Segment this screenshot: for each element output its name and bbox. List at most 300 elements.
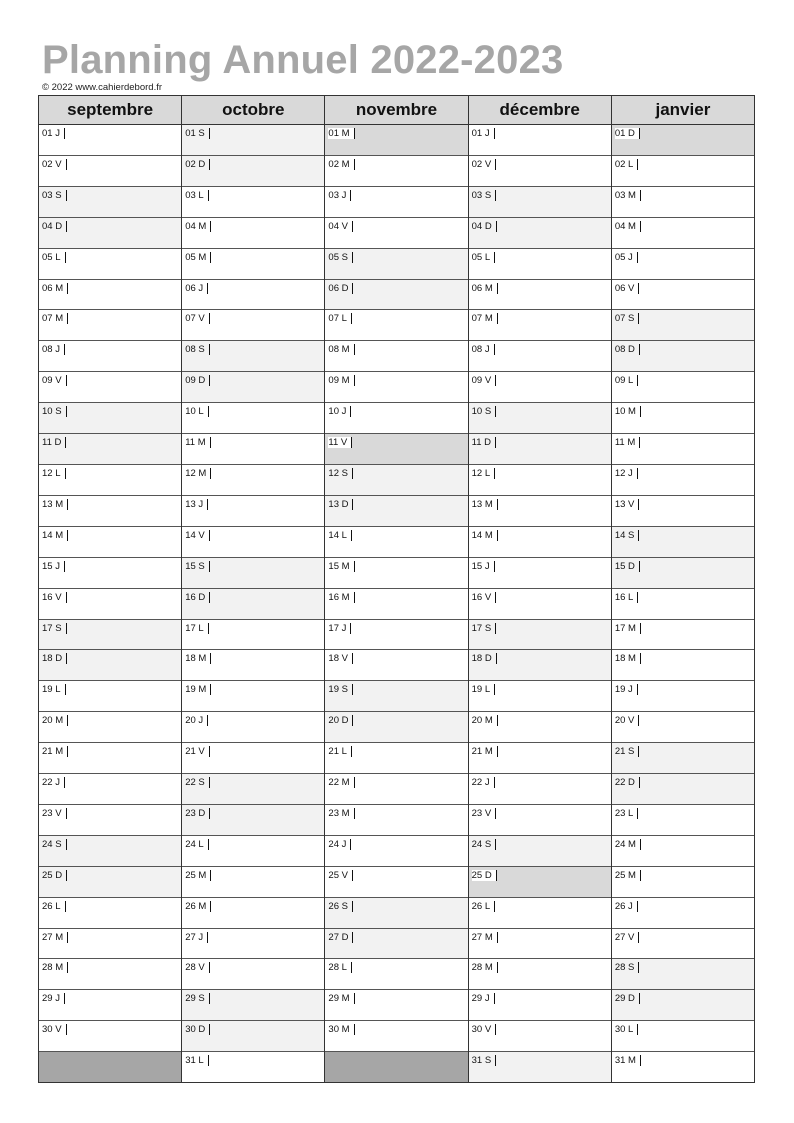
- day-label: 17 M: [615, 623, 641, 634]
- day-label: 22 M: [328, 777, 354, 788]
- day-cell: [469, 990, 611, 1021]
- day-label: 08 M: [328, 344, 354, 355]
- month-header: septembre: [39, 96, 181, 125]
- day-label: 21 M: [42, 746, 68, 757]
- day-cell: [469, 743, 611, 774]
- day-cell: [612, 620, 754, 651]
- day-cell: [39, 774, 181, 805]
- day-label: 09 M: [328, 375, 354, 386]
- day-cell: [612, 496, 754, 527]
- calendar-grid: [38, 95, 755, 1083]
- day-cell: [39, 743, 181, 774]
- day-cell: [325, 990, 467, 1021]
- day-label: 10 L: [185, 406, 209, 417]
- day-label: 05 L: [472, 252, 496, 263]
- day-cell: [612, 218, 754, 249]
- day-label: 02 V: [42, 159, 67, 170]
- day-cell: [612, 249, 754, 280]
- day-label: 20 M: [42, 715, 68, 726]
- day-cell: [612, 558, 754, 589]
- day-cell: [469, 310, 611, 341]
- month-header: octobre: [182, 96, 324, 125]
- day-label: 13 J: [185, 499, 208, 510]
- day-label: 12 J: [615, 468, 638, 479]
- day-label: 24 S: [472, 839, 497, 850]
- day-cell: [325, 527, 467, 558]
- day-label: 11 D: [42, 437, 66, 448]
- day-cell: [469, 836, 611, 867]
- day-cell: [325, 125, 467, 156]
- day-cell: [325, 156, 467, 187]
- day-label: 07 M: [472, 313, 498, 324]
- day-cell: [325, 959, 467, 990]
- day-cell: [612, 125, 754, 156]
- day-label: 18 D: [472, 653, 497, 664]
- day-cell: [325, 836, 467, 867]
- day-cell: [325, 1021, 467, 1052]
- day-cell: [612, 712, 754, 743]
- day-label: 01 D: [615, 128, 640, 139]
- day-cell: [469, 805, 611, 836]
- day-label: 26 S: [328, 901, 353, 912]
- day-label: 07 L: [328, 313, 352, 324]
- day-label: 19 L: [472, 684, 496, 695]
- day-cell: [182, 249, 324, 280]
- day-label: 12 S: [328, 468, 353, 479]
- day-cell: [469, 434, 611, 465]
- day-label: 29 S: [185, 993, 210, 1004]
- day-cell: [469, 218, 611, 249]
- day-label: 24 S: [42, 839, 67, 850]
- day-cell: [39, 341, 181, 372]
- day-cell: [182, 1021, 324, 1052]
- day-label: 08 J: [42, 344, 65, 355]
- day-label: 27 M: [472, 932, 498, 943]
- day-list: [469, 125, 611, 1082]
- day-label: 08 J: [472, 344, 495, 355]
- day-cell: [612, 681, 754, 712]
- day-label: 04 V: [328, 221, 353, 232]
- day-cell: [182, 218, 324, 249]
- day-label: 09 V: [42, 375, 67, 386]
- day-label: 15 J: [42, 561, 65, 572]
- day-cell: [325, 187, 467, 218]
- day-cell: [612, 434, 754, 465]
- day-label: 23 V: [472, 808, 497, 819]
- day-cell: [469, 156, 611, 187]
- day-cell: [325, 867, 467, 898]
- day-cell: [612, 403, 754, 434]
- day-label: 24 L: [185, 839, 209, 850]
- day-cell: [182, 620, 324, 651]
- day-cell: [469, 249, 611, 280]
- day-label: 18 D: [42, 653, 67, 664]
- day-cell: [469, 187, 611, 218]
- day-cell: [612, 959, 754, 990]
- day-cell: [469, 867, 611, 898]
- day-cell: [39, 434, 181, 465]
- day-cell: [612, 836, 754, 867]
- day-label: 16 M: [328, 592, 354, 603]
- day-cell: [469, 589, 611, 620]
- day-label: 29 M: [328, 993, 354, 1004]
- day-cell: [612, 372, 754, 403]
- day-label: 17 S: [472, 623, 497, 634]
- day-label: 16 D: [185, 592, 210, 603]
- day-label: 19 M: [185, 684, 211, 695]
- day-cell: [39, 836, 181, 867]
- day-cell: [325, 218, 467, 249]
- day-cell: [182, 990, 324, 1021]
- day-cell: [39, 249, 181, 280]
- day-label: 05 M: [185, 252, 211, 263]
- day-cell: [39, 156, 181, 187]
- day-label: 25 V: [328, 870, 353, 881]
- day-label: 07 V: [185, 313, 210, 324]
- day-cell: [612, 1052, 754, 1082]
- day-cell: [325, 620, 467, 651]
- day-cell: [182, 465, 324, 496]
- day-label: 03 S: [472, 190, 497, 201]
- day-cell: [612, 310, 754, 341]
- day-label: 06 M: [472, 283, 498, 294]
- day-label: 25 M: [615, 870, 641, 881]
- day-cell: [325, 496, 467, 527]
- day-label: 26 M: [185, 901, 211, 912]
- day-label: 30 D: [185, 1024, 210, 1035]
- day-label: 15 M: [328, 561, 354, 572]
- day-label: 04 M: [615, 221, 641, 232]
- day-list: [39, 125, 181, 1082]
- day-cell: [325, 280, 467, 311]
- day-label: 16 L: [615, 592, 639, 603]
- day-label: 15 D: [615, 561, 640, 572]
- day-cell: [325, 929, 467, 960]
- day-label: 12 L: [42, 468, 66, 479]
- day-label: 14 S: [615, 530, 640, 541]
- day-label: 05 L: [42, 252, 66, 263]
- day-label: 27 M: [42, 932, 68, 943]
- empty-day-cell: [325, 1052, 467, 1082]
- day-cell: [39, 218, 181, 249]
- day-cell: [39, 620, 181, 651]
- day-label: 01 S: [185, 128, 210, 139]
- day-cell: [612, 743, 754, 774]
- day-label: 19 J: [615, 684, 638, 695]
- day-cell: [182, 650, 324, 681]
- day-cell: [325, 650, 467, 681]
- day-label: 01 J: [42, 128, 65, 139]
- day-cell: [612, 156, 754, 187]
- day-list: [182, 125, 324, 1082]
- day-cell: [182, 403, 324, 434]
- day-label: 07 M: [42, 313, 68, 324]
- day-cell: [612, 341, 754, 372]
- day-cell: [325, 558, 467, 589]
- day-cell: [469, 558, 611, 589]
- day-label: 29 J: [42, 993, 65, 1004]
- day-cell: [39, 280, 181, 311]
- day-cell: [39, 681, 181, 712]
- day-cell: [612, 990, 754, 1021]
- day-cell: [469, 496, 611, 527]
- day-cell: [325, 898, 467, 929]
- day-label: 09 L: [615, 375, 639, 386]
- day-cell: [182, 372, 324, 403]
- day-label: 18 M: [615, 653, 641, 664]
- day-cell: [39, 403, 181, 434]
- day-label: 07 S: [615, 313, 640, 324]
- day-label: 01 J: [472, 128, 495, 139]
- day-label: 09 V: [472, 375, 497, 386]
- day-cell: [469, 403, 611, 434]
- day-cell: [182, 681, 324, 712]
- day-label: 28 V: [185, 962, 210, 973]
- day-cell: [469, 774, 611, 805]
- day-label: 16 V: [472, 592, 497, 603]
- day-label: 22 J: [472, 777, 495, 788]
- day-cell: [325, 805, 467, 836]
- day-cell: [612, 589, 754, 620]
- day-label: 02 D: [185, 159, 210, 170]
- day-cell: [182, 867, 324, 898]
- day-cell: [182, 712, 324, 743]
- day-label: 04 D: [42, 221, 67, 232]
- day-label: 22 D: [615, 777, 640, 788]
- day-label: 20 D: [328, 715, 353, 726]
- day-cell: [469, 959, 611, 990]
- day-cell: [39, 805, 181, 836]
- day-label: 04 M: [185, 221, 211, 232]
- day-label: 15 J: [472, 561, 495, 572]
- day-label: 14 L: [328, 530, 352, 541]
- day-cell: [182, 929, 324, 960]
- day-label: 27 V: [615, 932, 640, 943]
- day-label: 18 V: [328, 653, 353, 664]
- day-label: 21 M: [472, 746, 498, 757]
- day-cell: [469, 1021, 611, 1052]
- day-cell: [39, 527, 181, 558]
- day-cell: [182, 898, 324, 929]
- day-label: 26 L: [472, 901, 496, 912]
- day-cell: [325, 310, 467, 341]
- day-cell: [612, 650, 754, 681]
- empty-day-cell: [39, 1052, 181, 1082]
- day-label: 23 M: [328, 808, 354, 819]
- day-label: 28 S: [615, 962, 640, 973]
- day-label: 24 J: [328, 839, 351, 850]
- day-label: 25 D: [472, 870, 497, 881]
- day-label: 02 V: [472, 159, 497, 170]
- day-label: 06 M: [42, 283, 68, 294]
- month-column: [39, 96, 182, 1082]
- day-label: 09 D: [185, 375, 210, 386]
- day-cell: [612, 898, 754, 929]
- day-cell: [39, 465, 181, 496]
- day-label: 23 D: [185, 808, 210, 819]
- day-cell: [612, 805, 754, 836]
- day-cell: [469, 1052, 611, 1082]
- day-cell: [469, 125, 611, 156]
- day-cell: [469, 898, 611, 929]
- day-cell: [325, 774, 467, 805]
- day-cell: [182, 310, 324, 341]
- day-label: 14 V: [185, 530, 210, 541]
- day-cell: [182, 959, 324, 990]
- day-label: 11 D: [472, 437, 496, 448]
- day-cell: [182, 589, 324, 620]
- day-cell: [469, 929, 611, 960]
- day-cell: [182, 527, 324, 558]
- day-label: 30 V: [472, 1024, 497, 1035]
- day-cell: [39, 187, 181, 218]
- day-label: 28 L: [328, 962, 352, 973]
- day-cell: [612, 465, 754, 496]
- day-label: 26 J: [615, 901, 638, 912]
- day-label: 04 D: [472, 221, 497, 232]
- day-label: 26 L: [42, 901, 66, 912]
- month-column: [325, 96, 468, 1082]
- day-label: 13 M: [472, 499, 498, 510]
- day-cell: [612, 187, 754, 218]
- day-cell: [469, 527, 611, 558]
- day-label: 19 L: [42, 684, 66, 695]
- day-cell: [39, 959, 181, 990]
- day-label: 20 J: [185, 715, 208, 726]
- day-label: 10 M: [615, 406, 641, 417]
- day-list: [612, 125, 754, 1082]
- day-label: 20 V: [615, 715, 640, 726]
- day-cell: [612, 867, 754, 898]
- day-label: 14 M: [42, 530, 68, 541]
- day-cell: [39, 496, 181, 527]
- day-cell: [182, 743, 324, 774]
- day-label: 03 S: [42, 190, 67, 201]
- day-cell: [469, 372, 611, 403]
- day-cell: [39, 372, 181, 403]
- day-label: 20 M: [472, 715, 498, 726]
- day-cell: [39, 589, 181, 620]
- day-label: 21 S: [615, 746, 640, 757]
- page-title: Planning Annuel 2022-2023: [42, 38, 564, 82]
- month-column: [182, 96, 325, 1082]
- day-label: 15 S: [185, 561, 210, 572]
- day-label: 28 M: [42, 962, 68, 973]
- day-label: 05 S: [328, 252, 353, 263]
- day-cell: [325, 465, 467, 496]
- day-label: 30 V: [42, 1024, 67, 1035]
- month-header: novembre: [325, 96, 467, 125]
- day-cell: [325, 589, 467, 620]
- day-label: 10 S: [472, 406, 497, 417]
- day-label: 21 L: [328, 746, 352, 757]
- day-cell: [182, 1052, 324, 1082]
- day-label: 01 M: [328, 128, 354, 139]
- day-label: 06 D: [328, 283, 353, 294]
- day-label: 16 V: [42, 592, 67, 603]
- day-label: 27 D: [328, 932, 353, 943]
- day-label: 17 S: [42, 623, 67, 634]
- day-label: 23 V: [42, 808, 67, 819]
- day-label: 06 V: [615, 283, 640, 294]
- day-cell: [39, 1021, 181, 1052]
- day-cell: [469, 280, 611, 311]
- day-cell: [182, 125, 324, 156]
- day-label: 10 J: [328, 406, 351, 417]
- day-cell: [325, 434, 467, 465]
- day-cell: [39, 867, 181, 898]
- day-label: 25 M: [185, 870, 211, 881]
- day-label: 18 M: [185, 653, 211, 664]
- copyright-text: © 2022 www.cahierdebord.fr: [42, 82, 163, 93]
- day-cell: [182, 187, 324, 218]
- day-cell: [182, 434, 324, 465]
- day-label: 24 M: [615, 839, 641, 850]
- day-label: 22 J: [42, 777, 65, 788]
- day-cell: [325, 403, 467, 434]
- day-cell: [182, 156, 324, 187]
- day-label: 13 D: [328, 499, 353, 510]
- day-label: 21 V: [185, 746, 210, 757]
- day-label: 11 M: [615, 437, 640, 448]
- day-cell: [39, 929, 181, 960]
- month-header: décembre: [469, 96, 611, 125]
- day-label: 22 S: [185, 777, 210, 788]
- day-label: 03 L: [185, 190, 209, 201]
- day-label: 08 D: [615, 344, 640, 355]
- day-cell: [469, 465, 611, 496]
- day-label: 03 J: [328, 190, 351, 201]
- day-label: 11 V: [328, 437, 352, 448]
- day-cell: [182, 805, 324, 836]
- day-label: 19 S: [328, 684, 353, 695]
- day-cell: [182, 836, 324, 867]
- day-cell: [182, 774, 324, 805]
- day-label: 31 S: [472, 1055, 497, 1066]
- day-cell: [469, 650, 611, 681]
- day-cell: [182, 280, 324, 311]
- day-cell: [39, 990, 181, 1021]
- day-cell: [39, 558, 181, 589]
- day-cell: [39, 310, 181, 341]
- day-label: 25 D: [42, 870, 67, 881]
- day-label: 12 L: [472, 468, 496, 479]
- day-cell: [612, 527, 754, 558]
- month-column: [469, 96, 612, 1082]
- day-label: 23 L: [615, 808, 639, 819]
- day-label: 10 S: [42, 406, 67, 417]
- day-label: 29 D: [615, 993, 640, 1004]
- day-cell: [612, 280, 754, 311]
- day-cell: [469, 620, 611, 651]
- day-cell: [325, 372, 467, 403]
- day-cell: [39, 650, 181, 681]
- day-cell: [39, 898, 181, 929]
- day-cell: [182, 341, 324, 372]
- day-cell: [182, 558, 324, 589]
- day-cell: [182, 496, 324, 527]
- day-label: 02 M: [328, 159, 354, 170]
- month-column: [612, 96, 754, 1082]
- day-cell: [612, 774, 754, 805]
- day-cell: [325, 712, 467, 743]
- month-header: janvier: [612, 96, 754, 125]
- day-cell: [325, 249, 467, 280]
- day-label: 30 L: [615, 1024, 639, 1035]
- day-label: 03 M: [615, 190, 641, 201]
- day-label: 14 M: [472, 530, 498, 541]
- day-cell: [612, 929, 754, 960]
